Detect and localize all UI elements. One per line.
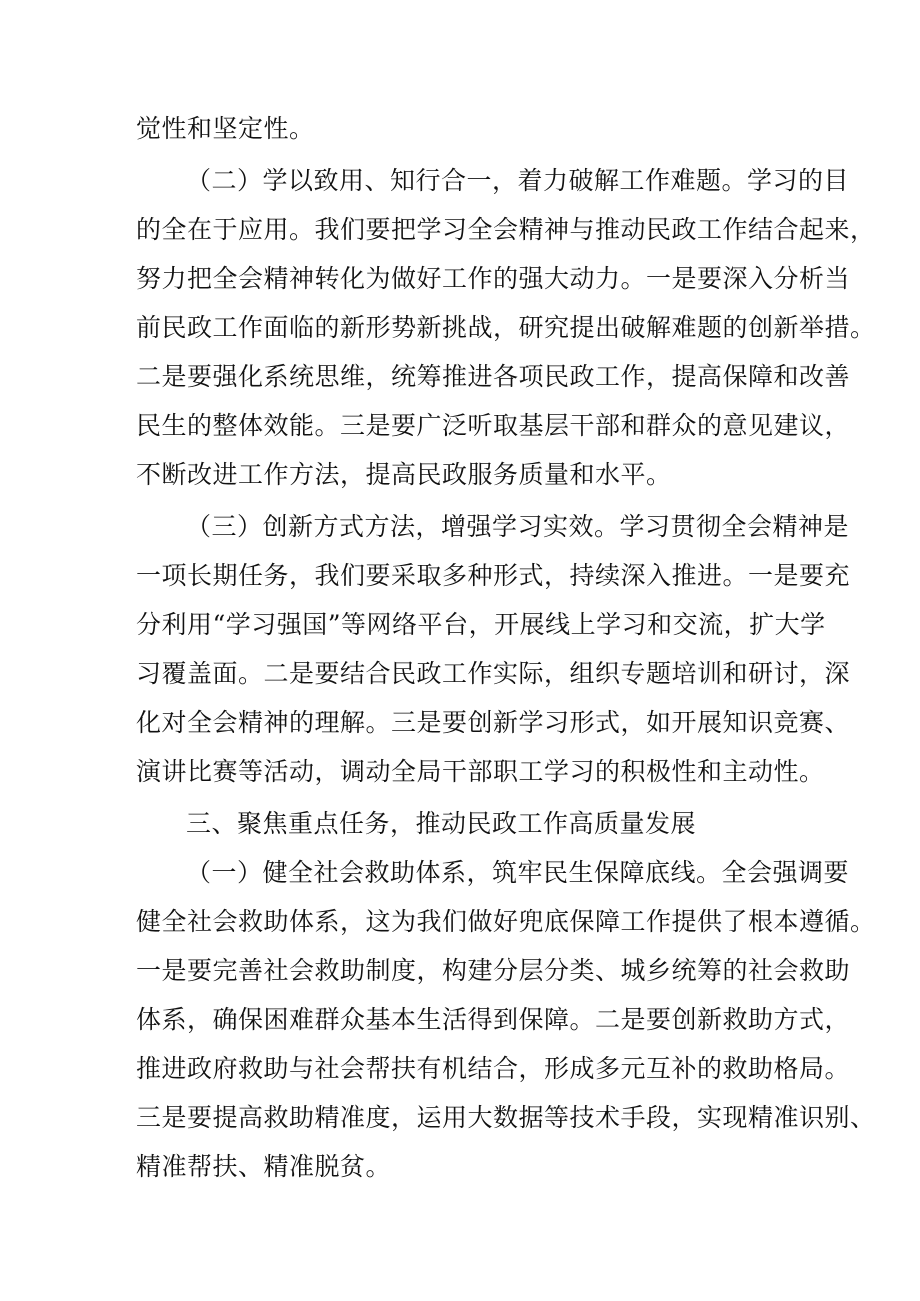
section-heading: 三、聚焦重点任务，推动民政工作高质量发展	[186, 809, 697, 838]
text-line: 分利用“学习强国”等网络平台，开展线上学习和交流，扩大学	[136, 610, 826, 639]
text-line: 化对全会精神的理解。三是要创新学习形式，如开展知识竞赛、	[136, 708, 851, 737]
text-line: 推进政府救助与社会帮扶有机结合，形成多元互补的救助格局。	[136, 1054, 851, 1083]
text-line: 觉性和坚定性。	[136, 114, 315, 143]
text-line: 民生的整体效能。三是要广泛听取基层干部和群众的意见建议，	[136, 411, 851, 440]
text-line: 健全社会救助体系，这为我们做好兜底保障工作提供了根本遵循。	[136, 907, 876, 936]
paragraph-first-line: （二）学以致用、知行合一，着力破解工作难题。学习的目	[186, 166, 850, 195]
text-line: 习覆盖面。二是要结合民政工作实际，组织专题培训和研讨，深	[136, 659, 851, 688]
text-line: 一项长期任务，我们要采取多种形式，持续深入推进。一是要充	[136, 561, 851, 590]
text-line: 演讲比赛等活动，调动全局干部职工学习的积极性和主动性。	[136, 757, 825, 786]
text-line: 二是要强化系统思维，统筹推进各项民政工作，提高保障和改善	[136, 362, 851, 391]
paragraph-first-line: （一）健全社会救助体系，筑牢民生保障底线。全会强调要	[186, 858, 850, 887]
text-line: 精准帮扶、精准脱贫。	[136, 1152, 392, 1181]
text-line: 努力把全会精神转化为做好工作的强大动力。一是要深入分析当	[136, 264, 851, 293]
text-line: 体系，确保困难群众基本生活得到保障。二是要创新救助方式，	[136, 1005, 851, 1034]
text-line: 不断改进工作方法，提高民政服务质量和水平。	[136, 460, 672, 489]
text-line: 三是要提高救助精准度，运用大数据等技术手段，实现精准识别、	[136, 1103, 876, 1132]
text-line: 的全在于应用。我们要把学习全会精神与推动民政工作结合起来，	[136, 215, 876, 244]
paragraph-first-line: （三）创新方式方法，增强学习实效。学习贯彻全会精神是	[186, 512, 850, 541]
text-line: 一是要完善社会救助制度，构建分层分类、城乡统筹的社会救助	[136, 956, 851, 985]
text-line: 前民政工作面临的新形势新挑战，研究提出破解难题的创新举措。	[136, 313, 876, 342]
